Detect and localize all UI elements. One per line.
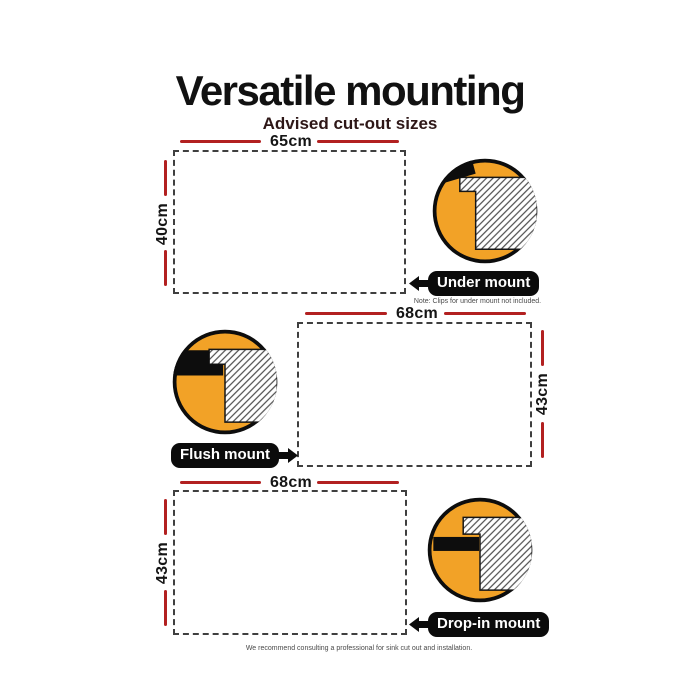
- width-dimension-label: 65cm: [269, 133, 313, 150]
- under-mount-cross-section-icon: [429, 155, 541, 267]
- width-dimension-label: 68cm: [395, 305, 439, 322]
- drop-in-mount-label: Drop-in mount: [428, 612, 549, 637]
- under-mount-label: Under mount: [428, 271, 539, 296]
- drop-in-mount-cross-section-icon: [424, 494, 536, 606]
- height-dimension-label: 43cm: [154, 541, 171, 585]
- arrow-left-icon: [408, 275, 428, 292]
- flush-mount-label: Flush mount: [171, 443, 279, 468]
- arrow-left-icon: [408, 616, 428, 633]
- arrow-right-icon: [279, 447, 299, 464]
- flush-mount-callout: [171, 443, 299, 468]
- page-title: Versatile mounting: [175, 67, 525, 114]
- dimension-line: [164, 590, 167, 626]
- dimension-line: [541, 330, 544, 366]
- page-subtitle: Advised cut-out sizes: [262, 114, 438, 133]
- dimension-line: [180, 140, 261, 143]
- cutout-area-under-mount: [173, 150, 406, 294]
- dimension-line: [541, 422, 544, 458]
- under-mount-callout: [408, 271, 539, 296]
- under-mount-note: Note: Clips for under mount not included.: [413, 298, 542, 305]
- flush-mount-cross-section-icon: [169, 326, 281, 438]
- dimension-line: [164, 250, 167, 286]
- footer-disclaimer: We recommend consulting a professional for sink cut out and installation.: [245, 645, 473, 652]
- dimension-line: [164, 160, 167, 196]
- height-dimension-label: 40cm: [154, 202, 171, 246]
- dimension-line: [444, 312, 526, 315]
- dimension-line: [317, 481, 399, 484]
- width-dimension-label: 68cm: [269, 474, 313, 491]
- dimension-line: [164, 499, 167, 535]
- height-dimension-label: 43cm: [534, 372, 551, 416]
- dimension-line: [305, 312, 387, 315]
- cutout-area-drop-in-mount: [173, 490, 407, 635]
- drop-in-mount-callout: [408, 612, 549, 637]
- dimension-line: [317, 140, 399, 143]
- cutout-area-flush-mount: [297, 322, 532, 467]
- dimension-line: [180, 481, 261, 484]
